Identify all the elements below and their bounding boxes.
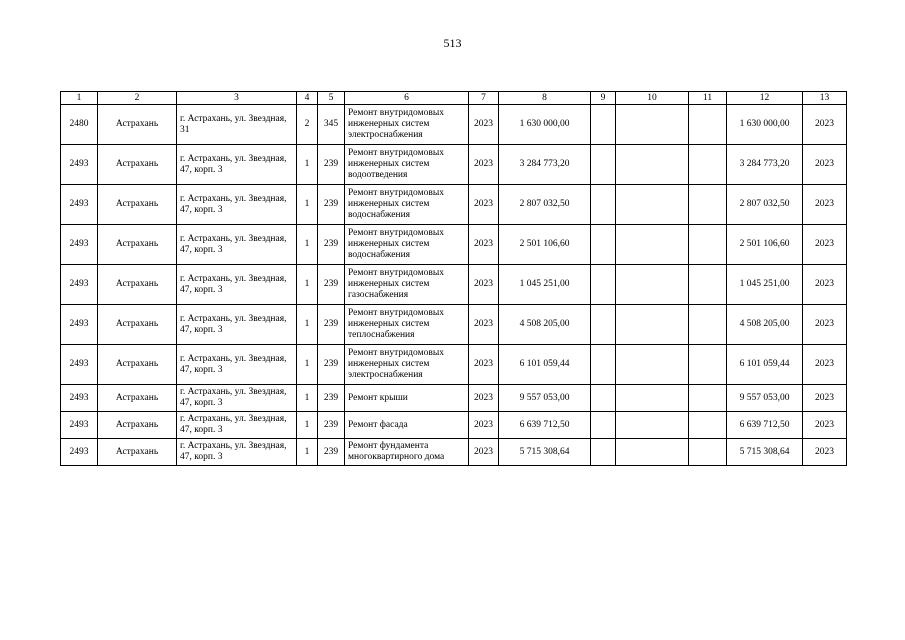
cell-cost: 4 508 205,00	[499, 305, 591, 345]
cell-total: 9 557 053,00	[727, 385, 803, 412]
cell-col4: 1	[297, 345, 318, 385]
cell-cost: 9 557 053,00	[499, 385, 591, 412]
cell-col9	[591, 225, 616, 265]
cell-col5: 239	[318, 345, 345, 385]
cell-end-year: 2023	[803, 265, 847, 305]
cell-cost: 6 639 712,50	[499, 412, 591, 439]
cell-end-year: 2023	[803, 439, 847, 466]
cell-end-year: 2023	[803, 105, 847, 145]
cell-col11	[689, 345, 727, 385]
cell-col11	[689, 105, 727, 145]
column-header: 2	[98, 92, 177, 105]
cell-municipality: Астрахань	[98, 225, 177, 265]
cell-col10	[616, 225, 689, 265]
cell-number: 2493	[61, 345, 98, 385]
cell-number: 2480	[61, 105, 98, 145]
cell-total: 1 045 251,00	[727, 265, 803, 305]
repair-program-table	[60, 91, 847, 466]
cell-end-year: 2023	[803, 385, 847, 412]
cell-col10	[616, 265, 689, 305]
page-number: 513	[443, 36, 462, 50]
cell-total: 5 715 308,64	[727, 439, 803, 466]
cell-address: г. Астрахань, ул. Звездная, 47, корп. 3	[177, 412, 297, 439]
cell-cost: 1 630 000,00	[499, 105, 591, 145]
cell-col4: 1	[297, 439, 318, 466]
cell-col5: 239	[318, 185, 345, 225]
cell-col11	[689, 225, 727, 265]
cell-work-type: Ремонт внутридомовых инженерных систем теплоснабжения	[345, 305, 469, 345]
cell-address: г. Астрахань, ул. Звездная, 47, корп. 3	[177, 145, 297, 185]
cell-municipality: Астрахань	[98, 385, 177, 412]
column-header: 3	[177, 92, 297, 105]
cell-col4: 1	[297, 145, 318, 185]
column-header: 11	[689, 92, 727, 105]
cell-address: г. Астрахань, ул. Звездная, 47, корп. 3	[177, 265, 297, 305]
cell-end-year: 2023	[803, 185, 847, 225]
cell-year: 2023	[469, 439, 499, 466]
cell-municipality: Астрахань	[98, 265, 177, 305]
cell-cost: 3 284 773,20	[499, 145, 591, 185]
cell-col10	[616, 345, 689, 385]
cell-year: 2023	[469, 412, 499, 439]
cell-col4: 1	[297, 412, 318, 439]
cell-col11	[689, 265, 727, 305]
cell-work-type: Ремонт внутридомовых инженерных систем электроснабжения	[345, 345, 469, 385]
cell-municipality: Астрахань	[98, 345, 177, 385]
cell-col11	[689, 145, 727, 185]
cell-end-year: 2023	[803, 412, 847, 439]
cell-address: г. Астрахань, ул. Звездная, 47, корп. 3	[177, 345, 297, 385]
cell-col5: 239	[318, 385, 345, 412]
cell-col5: 239	[318, 439, 345, 466]
cell-col10	[616, 412, 689, 439]
cell-number: 2493	[61, 305, 98, 345]
cell-number: 2493	[61, 385, 98, 412]
table-row	[61, 412, 847, 439]
table-row	[61, 439, 847, 466]
table-row	[61, 385, 847, 412]
cell-col9	[591, 105, 616, 145]
cell-cost: 6 101 059,44	[499, 345, 591, 385]
cell-year: 2023	[469, 305, 499, 345]
cell-number: 2493	[61, 412, 98, 439]
cell-col10	[616, 185, 689, 225]
cell-work-type: Ремонт внутридомовых инженерных систем водоснабжения	[345, 185, 469, 225]
cell-cost: 5 715 308,64	[499, 439, 591, 466]
table-row	[61, 145, 847, 185]
column-header: 4	[297, 92, 318, 105]
column-header: 10	[616, 92, 689, 105]
cell-col5: 239	[318, 225, 345, 265]
cell-col10	[616, 439, 689, 466]
cell-work-type: Ремонт внутридомовых инженерных систем водоотведения	[345, 145, 469, 185]
cell-total: 1 630 000,00	[727, 105, 803, 145]
cell-col5: 239	[318, 265, 345, 305]
cell-col11	[689, 412, 727, 439]
table-row	[61, 305, 847, 345]
cell-address: г. Астрахань, ул. Звездная, 47, корп. 3	[177, 439, 297, 466]
header-row	[61, 92, 847, 105]
cell-col9	[591, 265, 616, 305]
cell-municipality: Астрахань	[98, 185, 177, 225]
cell-year: 2023	[469, 225, 499, 265]
cell-col9	[591, 439, 616, 466]
cell-number: 2493	[61, 265, 98, 305]
cell-total: 4 508 205,00	[727, 305, 803, 345]
cell-address: г. Астрахань, ул. Звездная, 47, корп. 3	[177, 185, 297, 225]
table-row	[61, 265, 847, 305]
cell-end-year: 2023	[803, 145, 847, 185]
cell-address: г. Астрахань, ул. Звездная, 31	[177, 105, 297, 145]
cell-year: 2023	[469, 185, 499, 225]
cell-col10	[616, 305, 689, 345]
cell-col5: 239	[318, 305, 345, 345]
cell-municipality: Астрахань	[98, 439, 177, 466]
cell-year: 2023	[469, 265, 499, 305]
cell-col5: 239	[318, 412, 345, 439]
cell-col4: 1	[297, 185, 318, 225]
cell-municipality: Астрахань	[98, 412, 177, 439]
cell-col11	[689, 385, 727, 412]
column-header: 7	[469, 92, 499, 105]
column-header: 9	[591, 92, 616, 105]
cell-number: 2493	[61, 145, 98, 185]
cell-municipality: Астрахань	[98, 105, 177, 145]
cell-col11	[689, 305, 727, 345]
cell-col9	[591, 185, 616, 225]
cell-col5: 239	[318, 145, 345, 185]
cell-col4: 2	[297, 105, 318, 145]
table-row	[61, 185, 847, 225]
table-row	[61, 225, 847, 265]
cell-col9	[591, 145, 616, 185]
cell-address: г. Астрахань, ул. Звездная, 47, корп. 3	[177, 305, 297, 345]
cell-work-type: Ремонт фундамента многоквартирного дома	[345, 439, 469, 466]
cell-cost: 1 045 251,00	[499, 265, 591, 305]
cell-municipality: Астрахань	[98, 305, 177, 345]
cell-col9	[591, 345, 616, 385]
cell-municipality: Астрахань	[98, 145, 177, 185]
cell-col4: 1	[297, 305, 318, 345]
cell-col11	[689, 439, 727, 466]
column-header: 12	[727, 92, 803, 105]
cell-work-type: Ремонт внутридомовых инженерных систем газоснабжения	[345, 265, 469, 305]
cell-year: 2023	[469, 385, 499, 412]
cell-number: 2493	[61, 185, 98, 225]
cell-col10	[616, 105, 689, 145]
cell-year: 2023	[469, 145, 499, 185]
cell-cost: 2 807 032,50	[499, 185, 591, 225]
cell-col5: 345	[318, 105, 345, 145]
cell-total: 6 101 059,44	[727, 345, 803, 385]
column-header: 6	[345, 92, 469, 105]
cell-col10	[616, 145, 689, 185]
cell-col9	[591, 412, 616, 439]
cell-col4: 1	[297, 265, 318, 305]
cell-address: г. Астрахань, ул. Звездная, 47, корп. 3	[177, 225, 297, 265]
cell-work-type: Ремонт крыши	[345, 385, 469, 412]
cell-col9	[591, 305, 616, 345]
cell-year: 2023	[469, 345, 499, 385]
column-header: 8	[499, 92, 591, 105]
cell-cost: 2 501 106,60	[499, 225, 591, 265]
cell-col9	[591, 385, 616, 412]
cell-total: 2 501 106,60	[727, 225, 803, 265]
column-header: 1	[61, 92, 98, 105]
cell-col11	[689, 185, 727, 225]
cell-work-type: Ремонт внутридомовых инженерных систем водоснабжения	[345, 225, 469, 265]
cell-work-type: Ремонт фасада	[345, 412, 469, 439]
cell-col4: 1	[297, 225, 318, 265]
cell-address: г. Астрахань, ул. Звездная, 47, корп. 3	[177, 385, 297, 412]
cell-end-year: 2023	[803, 345, 847, 385]
table-row	[61, 105, 847, 145]
cell-col10	[616, 385, 689, 412]
cell-total: 6 639 712,50	[727, 412, 803, 439]
table-row	[61, 345, 847, 385]
cell-end-year: 2023	[803, 225, 847, 265]
cell-work-type: Ремонт внутридомовых инженерных систем электроснабжения	[345, 105, 469, 145]
cell-number: 2493	[61, 439, 98, 466]
cell-number: 2493	[61, 225, 98, 265]
cell-end-year: 2023	[803, 305, 847, 345]
cell-year: 2023	[469, 105, 499, 145]
column-header: 13	[803, 92, 847, 105]
cell-total: 3 284 773,20	[727, 145, 803, 185]
cell-col4: 1	[297, 385, 318, 412]
column-header: 5	[318, 92, 345, 105]
cell-total: 2 807 032,50	[727, 185, 803, 225]
